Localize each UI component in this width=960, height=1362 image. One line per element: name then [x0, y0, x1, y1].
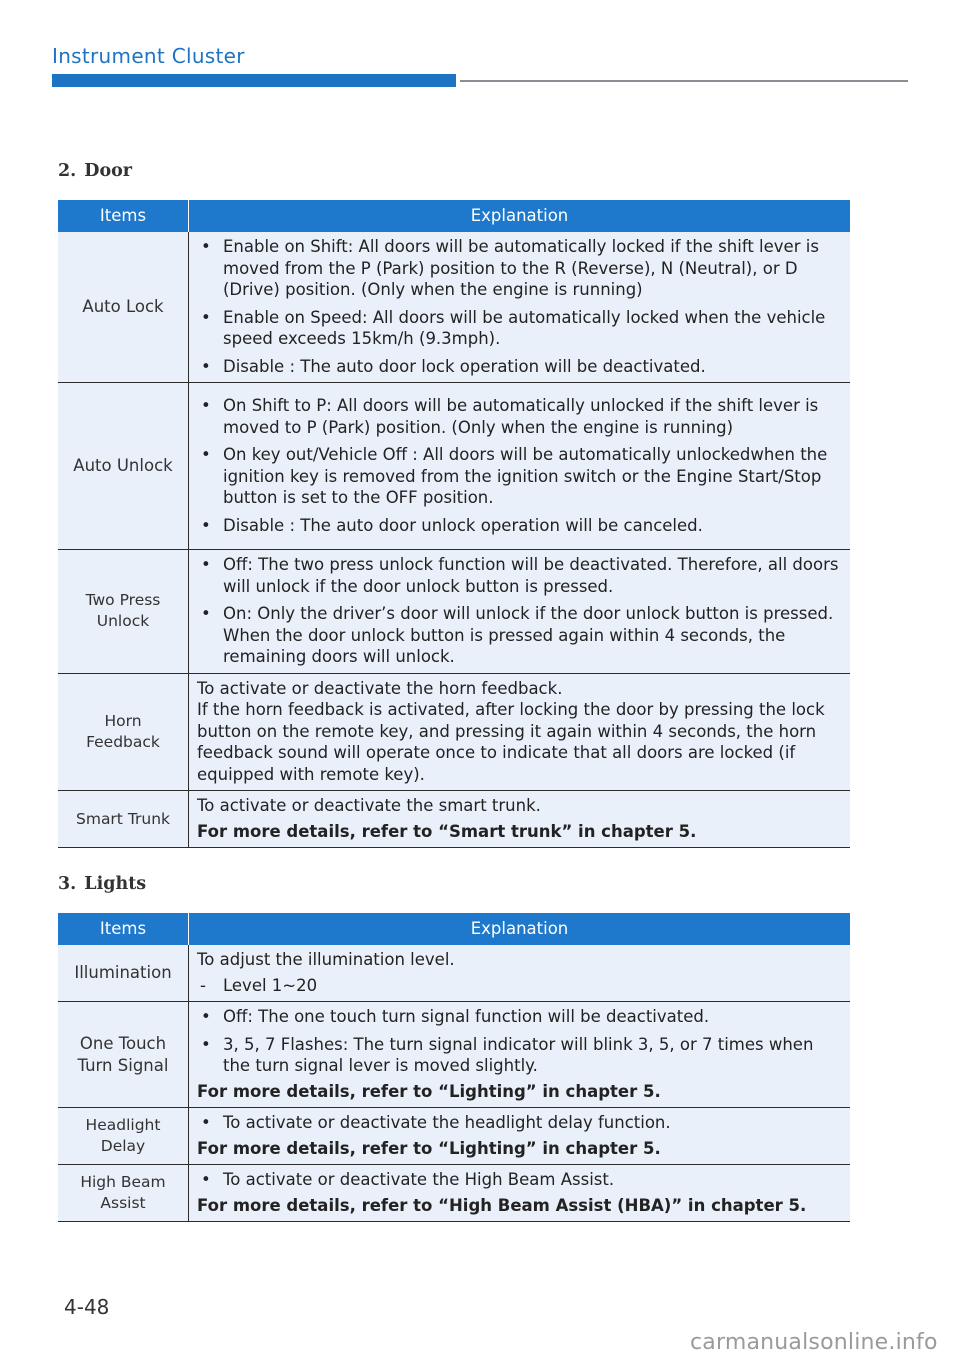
item-label-line: Unlock: [96, 612, 150, 631]
list-item: [197, 1006, 842, 1028]
table-header-row: [58, 913, 850, 945]
section-title-lights: [58, 874, 146, 894]
bullet-icon: •: [201, 307, 211, 327]
list-item: [197, 236, 842, 301]
explanation-cell: [189, 550, 851, 674]
list-item-text: Off: The two press unlock function will be deactivated. Therefore, all doors will unlock if the door unlock button is pressed.: [223, 555, 839, 596]
bullet-icon: •: [201, 1007, 211, 1026]
explanation-text: To activate or deactivate the horn feedback.: [197, 678, 563, 698]
section-label: Door: [84, 161, 133, 181]
item-cell: [58, 1108, 189, 1165]
item-label-line: Headlight: [85, 1116, 161, 1134]
item-label-line: Delay: [100, 1137, 146, 1155]
explanation-text: To activate or deactivate the smart trunk.: [197, 796, 541, 815]
watermark-text[interactable]: carmanualsonline.info: [690, 1330, 938, 1355]
item-label-line: Feedback: [86, 732, 160, 751]
list-item-text: On key out/Vehicle Off : All doors will be automatically unlockedwhen the ignition key is removed from the ignition switch or the Engine Start/Stop button is set to the OFF position.: [223, 445, 828, 507]
explanation-cell: [189, 1002, 851, 1108]
item-label-line: High Beam: [80, 1173, 166, 1191]
bullet-icon: •: [201, 237, 211, 256]
bullet-list: [197, 554, 842, 668]
dash-icon: -: [200, 975, 206, 995]
list-item-text: Enable on Shift: All doors will be automatically locked if the shift lever is moved from the P (Park) position to the R (Reverse), N (Neutral), or D (Drive) position. (Only when the engine is running): [223, 237, 819, 299]
list-item: [197, 395, 842, 438]
list-item: [197, 1169, 842, 1191]
bullet-icon: •: [201, 356, 211, 376]
explanation-cell: [189, 791, 851, 848]
item-cell: [58, 673, 189, 791]
list-item: [197, 356, 842, 378]
table-row-auto-lock: [58, 232, 850, 383]
table-row-high-beam-assist: [58, 1165, 850, 1222]
table-header-row: [58, 200, 850, 232]
item-label-line: Assist: [100, 1194, 146, 1212]
list-item-text: Level 1~20: [223, 975, 318, 995]
explanation-cell: [189, 383, 851, 550]
explanation-cell: [189, 1108, 851, 1165]
explanation-text: If the horn feedback is activated, after locking the door by pressing the lock button on the remote key, and pressing it again within 4 seconds, the horn feedback sound will operate once to indicate that all doors are locked (if equipped with remote key).: [197, 700, 825, 784]
bullet-icon: •: [201, 555, 211, 574]
bullet-icon: •: [201, 1034, 211, 1054]
chapter-reference: For more details, refer to “High Beam Assist (HBA)” in chapter 5.: [197, 1195, 807, 1215]
header-rule: [460, 80, 908, 82]
list-item: [197, 603, 842, 668]
list-item-text: To activate or deactivate the headlight delay function.: [223, 1113, 671, 1132]
chapter-reference: For more details, refer to “Smart trunk” in chapter 5.: [197, 821, 697, 841]
table-row-auto-unlock: [58, 383, 850, 550]
list-item-text: To activate or deactivate the High Beam Assist.: [223, 1170, 615, 1189]
bullet-icon: •: [201, 445, 211, 464]
list-item-text: Enable on Speed: All doors will be automatically locked when the vehicle speed exceeds 15km/h (9.3mph).: [223, 307, 826, 348]
section-number: 3.: [58, 874, 77, 894]
explanation-cell: [189, 945, 851, 1002]
list-item: [197, 307, 842, 350]
bullet-list: [197, 1112, 842, 1134]
bullet-icon: •: [201, 604, 211, 623]
table-row-headlight-delay: [58, 1108, 850, 1165]
section-label: Lights: [84, 874, 147, 894]
lights-settings-table: [58, 913, 850, 1222]
bullet-icon: •: [201, 1170, 211, 1189]
item-cell: [58, 550, 189, 674]
item-cell: Auto Unlock: [58, 383, 189, 550]
bullet-list: [197, 236, 842, 377]
item-label-line: Turn Signal: [77, 1055, 169, 1075]
list-item: [197, 975, 842, 997]
item-cell: [58, 1002, 189, 1108]
table-row-illumination: [58, 945, 850, 1002]
chapter-reference: For more details, refer to “Lighting” in chapter 5.: [197, 1138, 661, 1158]
bullet-icon: •: [201, 515, 211, 535]
table-row-smart-trunk: [58, 791, 850, 848]
list-item: [197, 515, 842, 537]
table-row-two-press-unlock: [58, 550, 850, 674]
list-item-text: Off: The one touch turn signal function will be deactivated.: [223, 1007, 710, 1026]
table-row-horn-feedback: [58, 673, 850, 791]
header-accent-bar: [52, 74, 456, 87]
item-label-line: One Touch: [79, 1034, 167, 1053]
explanation-cell: [189, 673, 851, 791]
door-settings-table: [58, 200, 850, 848]
section-title-door: [58, 161, 132, 181]
column-header-items: Items: [58, 200, 189, 232]
list-item-text: On: Only the driver’s door will unlock if the door unlock button is pressed. When the door unlock button is pressed again within 4 seconds, the remaining doors will unlock.: [223, 604, 834, 666]
chapter-reference: For more details, refer to “Lighting” in chapter 5.: [197, 1081, 661, 1101]
item-label-line: Two Press: [85, 591, 161, 610]
item-cell: Illumination: [58, 945, 189, 1002]
list-item: [197, 1034, 842, 1077]
list-item: [197, 554, 842, 597]
list-item-text: Disable : The auto door lock operation will be deactivated.: [223, 356, 706, 376]
item-label-line: Horn: [104, 711, 142, 730]
item-cell: Auto Lock: [58, 232, 189, 383]
explanation-cell: [189, 1165, 851, 1222]
bullet-list: [197, 395, 842, 536]
list-item: [197, 444, 842, 509]
explanation-text: To adjust the illumination level.: [197, 950, 455, 969]
item-cell: [58, 1165, 189, 1222]
list-item: [197, 1112, 842, 1134]
list-item-text: Disable : The auto door unlock operation will be canceled.: [223, 515, 703, 535]
column-header-explanation: Explanation: [189, 913, 851, 945]
explanation-cell: [189, 232, 851, 383]
bullet-icon: •: [201, 396, 211, 415]
list-item-text: On Shift to P: All doors will be automatically unlocked if the shift lever is moved to P (Park) position. (Only when the engine is running): [223, 396, 819, 437]
item-cell: Smart Trunk: [58, 791, 189, 848]
column-header-explanation: Explanation: [189, 200, 851, 232]
table-row-one-touch-turn-signal: [58, 1002, 850, 1108]
bullet-list: [197, 1169, 842, 1191]
page-number: 4-48: [64, 1295, 110, 1319]
list-item-text: 3, 5, 7 Flashes: The turn signal indicator will blink 3, 5, or 7 times when the turn signal lever is moved slightly.: [223, 1034, 814, 1075]
bullet-icon: •: [201, 1113, 211, 1132]
bullet-list: [197, 1006, 842, 1077]
column-header-items: Items: [58, 913, 189, 945]
chapter-title: Instrument Cluster: [52, 44, 245, 68]
section-number: 2.: [58, 161, 77, 181]
